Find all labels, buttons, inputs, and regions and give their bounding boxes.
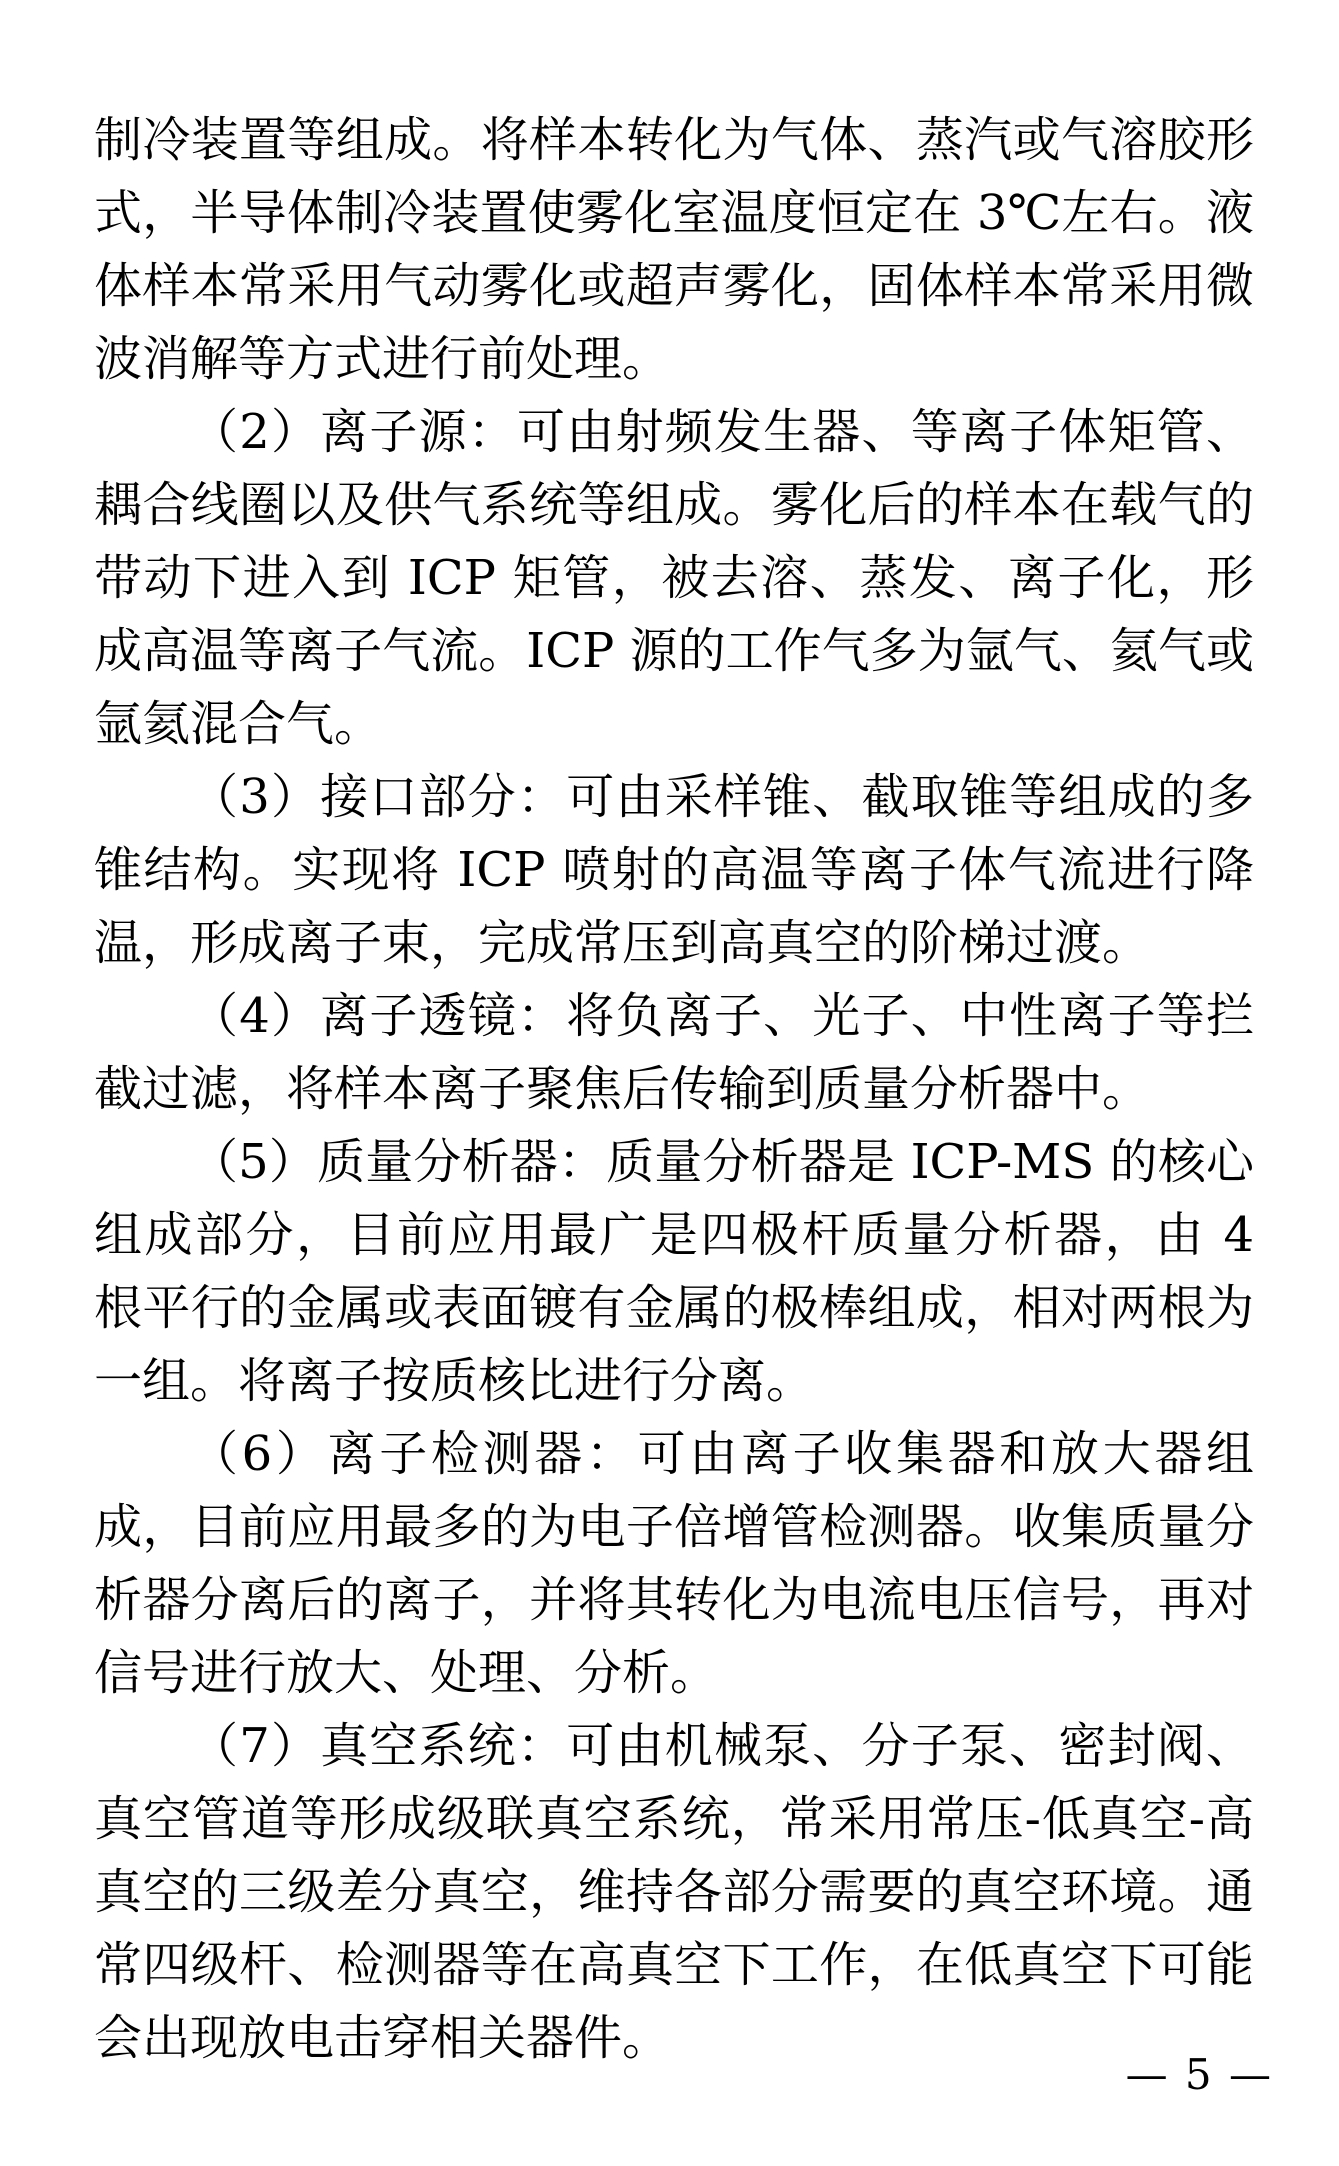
page-number: — 5 —	[1125, 2050, 1273, 2099]
paragraph-ion-detector: （6）离子检测器：可由离子收集器和放大器组成，目前应用最多的为电子倍增管检测器。收集质量分析器分离后的离子，并将其转化为电流电压信号，再对信号进行放大、处理、分析。	[94, 1426, 1254, 1701]
document-body	[94, 104, 1254, 2075]
paragraph-sample-intro-continued: 制冷装置等组成。将样本转化为气体、蒸汽或气溶胶形式，半导体制冷装置使雾化室温度恒定在 3℃左右。液体样本常采用气动雾化或超声雾化，固体样本常采用微波消解等方式进行前处理。	[94, 112, 1254, 387]
paragraph-interface: （3）接口部分：可由采样锥、截取锥等组成的多锥结构。实现将 ICP 喷射的高温等离子体气流进行降温，形成离子束，完成常压到高真空的阶梯过渡。	[94, 769, 1254, 971]
paragraph-ion-lens: （4）离子透镜：将负离子、光子、中性离子等拦截过滤，将样本离子聚焦后传输到质量分析器中。	[94, 988, 1254, 1117]
paragraph-mass-analyzer: （5）质量分析器：质量分析器是 ICP-MS 的核心组成部分，目前应用最广是四极杆质量分析器，由 4 根平行的金属或表面镀有金属的极棒组成，相对两根为一组。将离子按质核比进行分离。	[94, 1134, 1254, 1409]
paragraph-vacuum-system: （7）真空系统：可由机械泵、分子泵、密封阀、真空管道等形成级联真空系统，常采用常压-低真空-高真空的三级差分真空，维持各部分需要的真空环境。通常四级杆、检测器等在高真空下工作，在低真空下可能会出现放电击穿相关器件。	[94, 1718, 1254, 2066]
paragraph-ion-source: （2）离子源：可由射频发生器、等离子体矩管、耦合线圈以及供气系统等组成。雾化后的样本在载气的带动下进入到 ICP 矩管，被去溶、蒸发、离子化，形成高温等离子气流。ICP 源的工作气多为氩气、氦气或氩氦混合气。	[94, 404, 1254, 752]
